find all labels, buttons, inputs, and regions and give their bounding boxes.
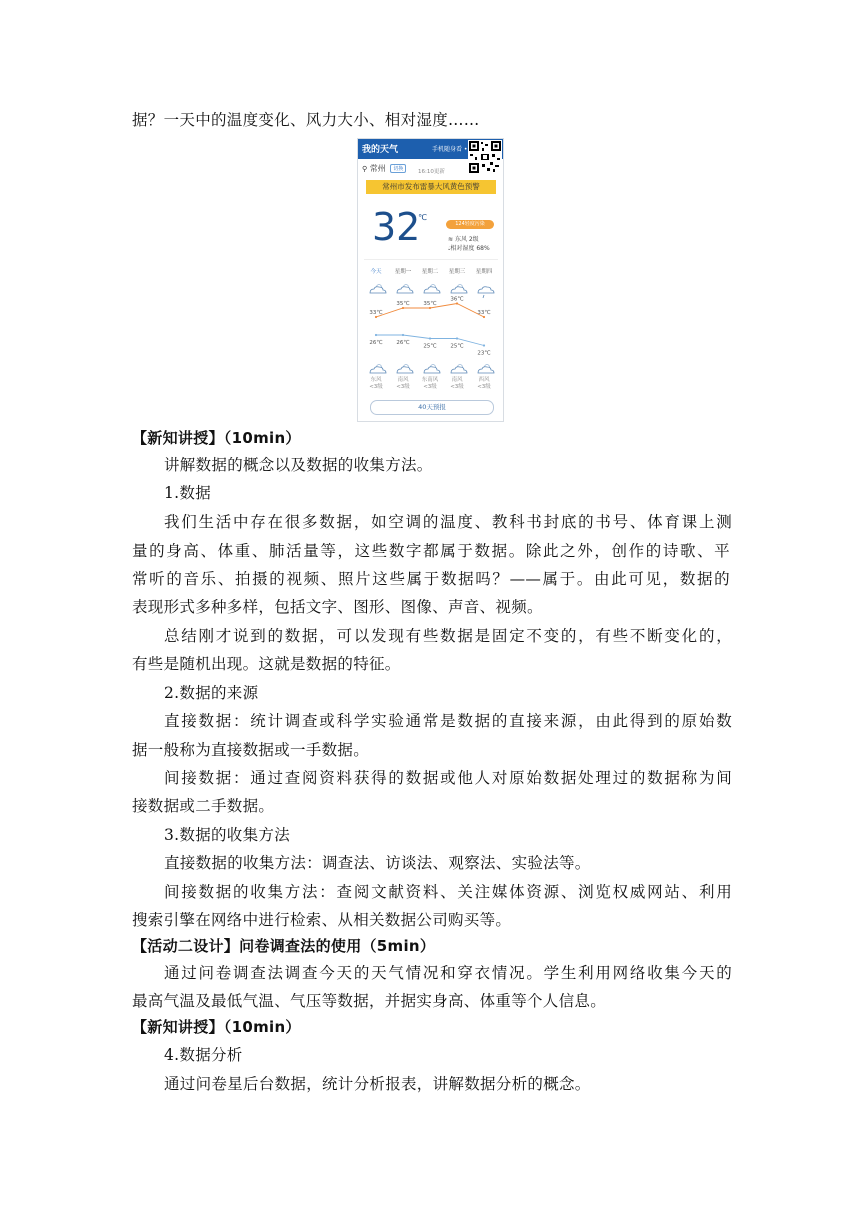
high-temperature-label: 36℃: [450, 296, 464, 303]
section-heading-new-knowledge: 【新知讲授】（10min）: [132, 429, 301, 447]
paragraph-line: 我们生活中存在很多数据，如空调的温度、教科书封底的书号、体育课上测: [164, 513, 732, 531]
partly-cloudy-icon: [370, 365, 386, 374]
wind-direction: 南风: [397, 377, 409, 383]
wind-level: <3级: [450, 384, 464, 390]
high-temperature-label: 33℃: [369, 310, 383, 316]
location-pin-icon: ⚲: [362, 165, 368, 173]
humidity-text: 相对湿度 68%: [450, 245, 490, 252]
paragraph-line: 间接数据：通过查阅资料获得的数据或他人对原始数据处理过的数据称为间: [164, 769, 732, 787]
paragraph-line: 据一般称为直接数据或一手数据。: [132, 741, 370, 759]
air-quality-badge[interactable]: 124轻度污染: [446, 220, 494, 229]
paragraph-line: 通过问卷星后台数据，统计分析报表，讲解数据分析的概念。: [164, 1075, 591, 1093]
weather-widget: [357, 138, 504, 422]
current-temperature: 32: [372, 205, 421, 249]
wind-level: <3级: [396, 384, 410, 390]
wind-direction: 西风: [478, 377, 490, 383]
low-temperature-label: 26℃: [396, 340, 410, 346]
wind-text: 东风 2级: [454, 236, 479, 243]
low-temperature-point: [429, 337, 431, 339]
forty-day-forecast-button[interactable]: 40天预报: [370, 400, 494, 415]
low-temperature-label: 23℃: [477, 350, 491, 357]
partly-cloudy-icon: [451, 365, 467, 374]
partly-cloudy-icon: [451, 285, 467, 294]
paragraph-line: 直接数据：统计调查或科学实验通常是数据的直接来源，由此得到的原始数: [164, 712, 732, 730]
low-temperature-label: 26℃: [369, 340, 383, 346]
wind-icon: ≋: [448, 236, 455, 243]
forecast-day-label[interactable]: 星期二: [421, 269, 439, 275]
paragraph-line: 搜索引擎在网络中进行检索、从相关数据公司购买等。: [132, 911, 512, 929]
paragraph-line: 通过问卷调查法调查今天的天气情况和穿衣情况。学生利用网络收集今天的: [164, 964, 732, 982]
paragraph-line: 间接数据的收集方法：查阅文献资料、关注媒体资源、浏览权威网站、利用: [164, 883, 732, 901]
section-heading-activity-two: 【活动二设计】问卷调查法的使用（5min）: [132, 937, 436, 955]
paragraph-line: 常听的音乐、拍摄的视频、照片这些属于数据吗？——属于。由此可见，数据的: [132, 570, 730, 588]
high-temperature-label: 35℃: [396, 301, 410, 307]
partly-cloudy-icon: [424, 285, 440, 294]
droplet-icon: 💧︎: [448, 245, 451, 252]
weather-title: 我的天气: [362, 145, 399, 155]
section-heading-new-knowledge-2: 【新知讲授】（10min）: [132, 1018, 301, 1036]
high-temperature-point: [375, 316, 377, 318]
subheading-data-analysis: 4.数据分析: [164, 1046, 243, 1064]
paragraph-line: 有些是随机出现。这就是数据的特征。: [132, 655, 401, 673]
temperature-unit: ℃: [418, 213, 427, 222]
wind-level: <3级: [423, 384, 437, 390]
section-intro: 讲解数据的概念以及数据的收集方法。: [164, 456, 433, 474]
low-temperature-point: [402, 334, 404, 336]
wind-direction: 东风: [370, 377, 382, 383]
forecast-day-label[interactable]: 星期三: [448, 269, 466, 275]
high-temperature-point: [483, 316, 485, 318]
partly-cloudy-icon: [397, 365, 413, 374]
low-temperature-point: [483, 344, 485, 346]
switch-city-button[interactable]: 切换: [390, 164, 406, 173]
paragraph-line: 量的身高、体重、肺活量等，这些数字都属于数据。除此之外，创作的诗歌、平: [132, 542, 730, 560]
partly-cloudy-icon: [478, 287, 494, 298]
paragraph-line: 最高气温及最低气温、气压等数据，并据实身高、体重等个人信息。: [132, 992, 607, 1010]
wind-direction: 东南风: [421, 377, 439, 383]
high-temperature-point: [456, 302, 458, 304]
partly-cloudy-icon: [370, 285, 386, 294]
paragraph-line: 总结刚才说到的数据，可以发现有些数据是固定不变的，有些不断变化的，: [164, 627, 732, 645]
wind-level: <3级: [477, 384, 491, 390]
low-temperature-point: [375, 334, 377, 336]
high-temperature-label: 35℃: [423, 301, 437, 307]
temperature-trend-chart: [358, 139, 503, 421]
wind-direction: 南风: [451, 377, 463, 383]
low-temperature-label: 25℃: [450, 343, 464, 350]
paragraph-line: 表现形式多种多样，包括文字、图形、图像、声音、视频。: [132, 598, 543, 616]
mobile-view-label: 手机随身看 •: [432, 146, 468, 153]
partly-cloudy-icon: [397, 285, 413, 294]
forecast-day-label[interactable]: 今天: [370, 269, 382, 275]
update-time: 16:10更新: [418, 169, 445, 175]
city-name: 常州: [369, 164, 386, 173]
high-temperature-label: 33℃: [477, 310, 491, 316]
partly-cloudy-icon: [478, 365, 494, 374]
subheading-data-source: 2.数据的来源: [164, 684, 259, 702]
intro-line: 据？一天中的温度变化、风力大小、相对湿度……: [132, 111, 480, 129]
partly-cloudy-icon: [424, 365, 440, 374]
paragraph-line: 接数据或二手数据。: [132, 797, 275, 815]
weather-alert-banner[interactable]: 常州市发布雷暴大风黄色预警: [366, 180, 496, 194]
paragraph-line: 直接数据的收集方法：调查法、访谈法、观察法、实验法等。: [164, 854, 591, 872]
subheading-data: 1.数据: [164, 484, 211, 502]
high-temperature-point: [402, 307, 404, 309]
forecast-day-label[interactable]: 星期四: [475, 269, 493, 275]
wind-level: <3级: [369, 384, 383, 390]
subheading-collection-methods: 3.数据的收集方法: [164, 826, 290, 844]
forecast-day-label[interactable]: 星期一: [394, 269, 412, 275]
low-temperature-point: [456, 337, 458, 339]
high-temperature-point: [429, 307, 431, 309]
low-temperature-label: 25℃: [423, 343, 437, 350]
